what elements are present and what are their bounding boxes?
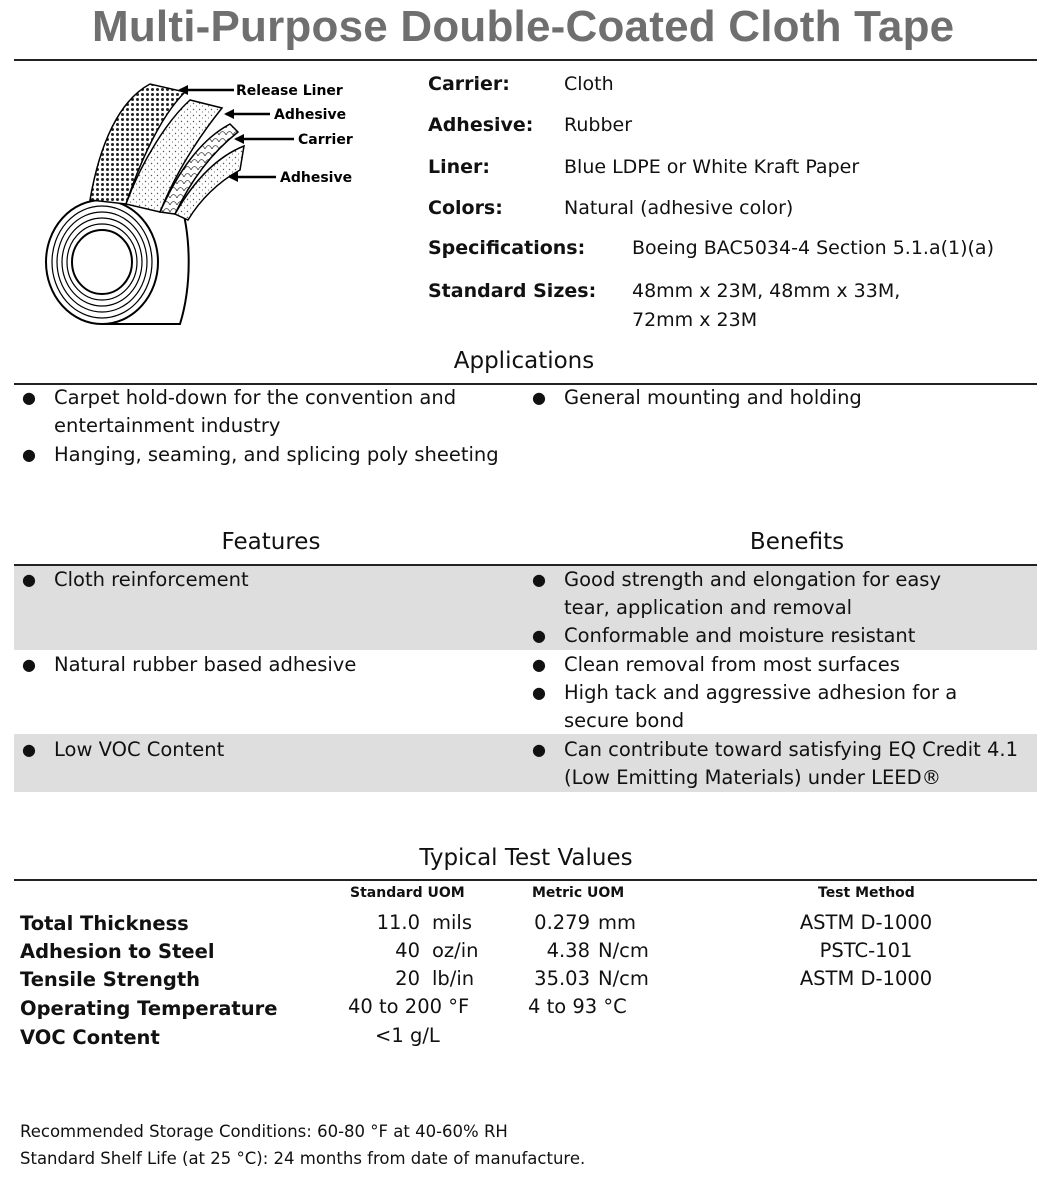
test-values-heading: Typical Test Values (419, 845, 633, 871)
test-values-rule (14, 879, 1037, 881)
benefit-text: Can contribute toward satisfying EQ Credit 4.1 (564, 738, 1018, 761)
applications-heading: Applications (453, 348, 595, 374)
test-method: PSTC-101 (819, 939, 913, 962)
bullet-icon: ● (532, 655, 546, 674)
bullet-icon: ● (532, 570, 546, 589)
benefit-item (532, 566, 1032, 622)
spec-label: Specifications: (428, 237, 586, 259)
list-item (22, 384, 522, 440)
benefit-item (532, 679, 1032, 735)
benefit-item (532, 651, 1032, 679)
title-rule (14, 59, 1037, 61)
spec-label: Colors: (428, 197, 503, 219)
bullet-icon: ● (532, 740, 546, 759)
standard-value: <1 g/L (375, 1024, 440, 1047)
test-row-label: VOC Content (20, 1026, 160, 1049)
metric-unit: N/cm (598, 967, 649, 990)
test-method: ASTM D-1000 (799, 911, 933, 934)
standard-value: 20 (395, 967, 420, 990)
bullet-icon: ● (22, 740, 36, 759)
spec-label: Standard Sizes: (428, 280, 597, 302)
list-item-text: Hanging, seaming, and splicing poly sheeting (54, 443, 499, 466)
spec-label: Liner: (428, 156, 491, 178)
benefit-text-continued: (Low Emitting Materials) under LEED® (564, 766, 942, 789)
metric-value: 35.03 (534, 967, 590, 990)
test-row-label: Operating Temperature (20, 997, 278, 1020)
spec-value: Blue LDPE or White Kraft Paper (564, 156, 860, 178)
benefit-text-continued: tear, application and removal (564, 596, 853, 619)
metric-unit: mm (598, 911, 636, 934)
feature-item (22, 566, 502, 594)
standard-unit: mils (432, 911, 472, 934)
standard-value: 40 to 200 °F (348, 995, 470, 1018)
feature-text: Cloth reinforcement (54, 568, 249, 591)
feature-text: Low VOC Content (54, 738, 225, 761)
standard-unit: oz/in (432, 939, 479, 962)
spec-label: Carrier: (428, 73, 510, 95)
benefit-text: Good strength and elongation for easy (564, 568, 942, 591)
bullet-icon: ● (22, 570, 36, 589)
test-method: ASTM D-1000 (799, 967, 933, 990)
feature-item (22, 736, 502, 764)
spec-value-continued: 72mm x 23M (632, 309, 758, 331)
metric-value: 4 to 93 °C (528, 995, 627, 1018)
benefit-item (532, 622, 1032, 650)
bullet-icon: ● (22, 388, 36, 407)
page-title: Multi-Purpose Double-Coated Cloth Tape (92, 2, 955, 51)
benefit-text: Clean removal from most surfaces (564, 653, 900, 676)
storage-conditions-note: Recommended Storage Conditions: 60-80 °F at 40-60% RH (20, 1122, 508, 1141)
list-item (22, 441, 542, 469)
bullet-icon: ● (22, 655, 36, 674)
benefit-text-continued: secure bond (564, 709, 685, 732)
standard-value: 40 (395, 939, 420, 962)
feature-text: Natural rubber based adhesive (54, 653, 357, 676)
metric-value: 0.279 (534, 911, 590, 934)
bullet-icon: ● (532, 683, 546, 702)
tape-diagram (30, 72, 370, 337)
tape-roll (46, 200, 189, 324)
bullet-icon: ● (532, 388, 546, 407)
list-item-text: General mounting and holding (564, 386, 862, 409)
test-row-label: Tensile Strength (20, 968, 201, 991)
benefits-heading: Benefits (749, 529, 845, 555)
spec-value: Natural (adhesive color) (564, 197, 794, 219)
metric-unit: N/cm (598, 939, 649, 962)
bullet-icon: ● (22, 445, 36, 464)
benefit-item (532, 736, 1037, 792)
standard-uom-header: Standard UOM (350, 885, 465, 901)
adhesive-top-label: Adhesive (274, 107, 347, 123)
list-item-text: Carpet hold-down for the convention and (54, 386, 457, 409)
release-liner-label: Release Liner (236, 83, 343, 99)
shelf-life-note: Standard Shelf Life (at 25 °C): 24 months from date of manufacture. (20, 1149, 586, 1168)
standard-value: 11.0 (376, 911, 420, 934)
list-item-text-continued: entertainment industry (54, 414, 281, 437)
spec-value: Rubber (564, 114, 633, 136)
adhesive-bottom-label: Adhesive (280, 170, 353, 186)
feature-item (22, 651, 502, 679)
carrier-label: Carrier (298, 132, 353, 148)
metric-value: 4.38 (546, 939, 590, 962)
test-row-label: Total Thickness (20, 912, 189, 935)
standard-unit: lb/in (432, 967, 475, 990)
list-item (532, 384, 1032, 412)
metric-uom-header: Metric UOM (532, 885, 625, 901)
spec-value: Cloth (564, 73, 614, 95)
tape-layers (90, 84, 244, 220)
spec-value: 48mm x 23M, 48mm x 33M, (632, 280, 901, 302)
benefit-text: Conformable and moisture resistant (564, 624, 916, 647)
spec-label: Adhesive: (428, 114, 534, 136)
features-heading: Features (221, 529, 321, 555)
test-method-header: Test Method (818, 885, 915, 901)
benefit-text: High tack and aggressive adhesion for a (564, 681, 958, 704)
spec-value: Boeing BAC5034-4 Section 5.1.a(1)(a) (632, 237, 994, 259)
bullet-icon: ● (532, 626, 546, 645)
test-row-label: Adhesion to Steel (20, 940, 215, 963)
